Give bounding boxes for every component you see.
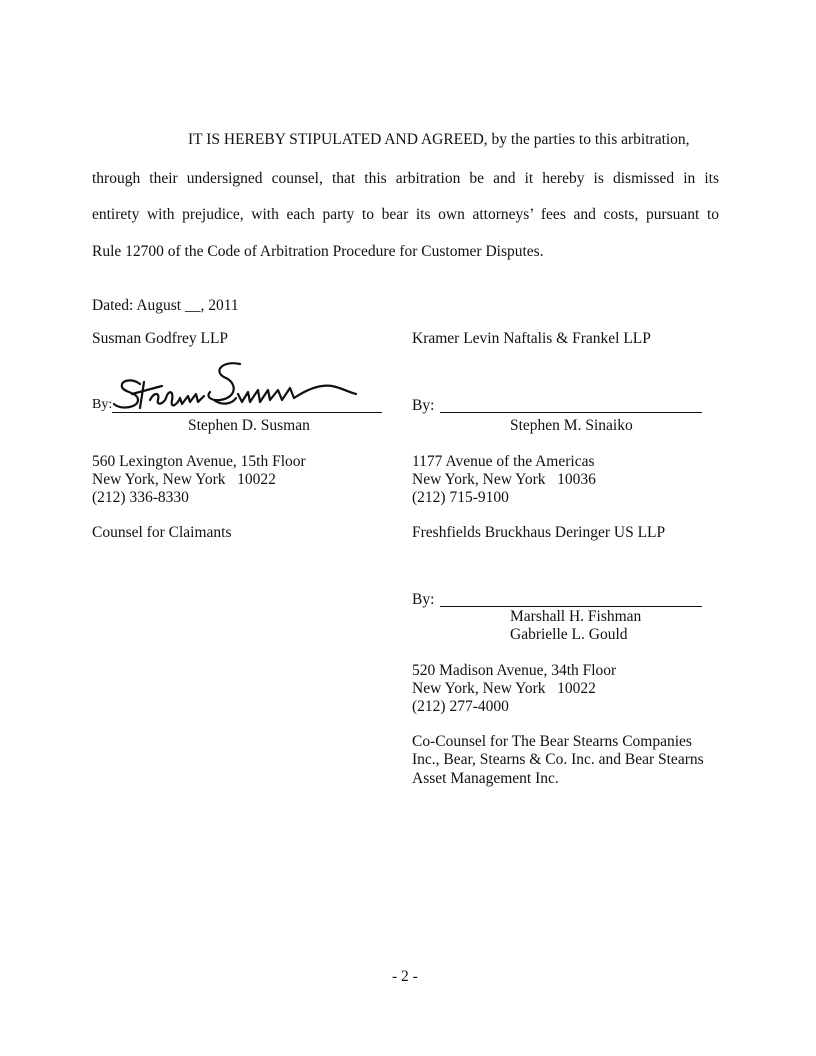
right-address-2-line-1: 520 Madison Avenue, 34th Floor <box>412 662 617 679</box>
right-role-line-2: Inc., Bear, Stearns & Co. Inc. and Bear Stearns <box>412 751 704 768</box>
right-firm-name-1: Kramer Levin Naftalis & Frankel LLP <box>412 330 651 347</box>
right-signature-line-2 <box>440 606 702 607</box>
right-phone-2: (212) 277-4000 <box>412 698 509 715</box>
right-by-label-1: By: <box>412 397 435 414</box>
left-firm-name: Susman Godfrey LLP <box>92 330 229 347</box>
left-address-line-2: New York, New York 10022 <box>92 471 276 488</box>
stipulation-line-3: entirety with prejudice, with each party to bear its own attorneys’ fees and costs, pursuant to <box>92 206 719 223</box>
right-address-1-line-1: 1177 Avenue of the Americas <box>412 453 595 470</box>
left-address-line-1: 560 Lexington Avenue, 15th Floor <box>92 453 306 470</box>
right-firm-name-2: Freshfields Bruckhaus Deringer US LLP <box>412 524 666 541</box>
right-signature-line-1 <box>440 412 702 413</box>
right-phone-1: (212) 715-9100 <box>412 489 509 506</box>
right-address-1-line-2: New York, New York 10036 <box>412 471 596 488</box>
stipulation-line-1: IT IS HEREBY STIPULATED AND AGREED, by the parties to this arbitration, <box>188 131 690 148</box>
right-address-2-line-2: New York, New York 10022 <box>412 680 596 697</box>
left-phone: (212) 336-8330 <box>92 489 189 506</box>
stipulation-line-2: through their undersigned counsel, that this arbitration be and it hereby is dismissed in its <box>92 170 719 187</box>
left-by-label: By: <box>92 397 113 412</box>
handwritten-signature <box>110 360 360 418</box>
page-number: - 2 - <box>392 968 418 985</box>
right-signer-1: Stephen M. Sinaiko <box>510 417 633 434</box>
left-role: Counsel for Claimants <box>92 524 232 541</box>
left-signer-name: Stephen D. Susman <box>188 417 310 434</box>
right-role-line-1: Co-Counsel for The Bear Stearns Companies <box>412 733 692 750</box>
stipulation-line-4: Rule 12700 of the Code of Arbitration Procedure for Customer Disputes. <box>92 243 544 260</box>
right-signer-2b: Gabrielle L. Gould <box>510 626 628 643</box>
right-by-label-2: By: <box>412 591 435 608</box>
right-role-line-3: Asset Management Inc. <box>412 770 559 787</box>
dated-line: Dated: August __, 2011 <box>92 297 239 314</box>
right-signer-2a: Marshall H. Fishman <box>510 608 642 625</box>
